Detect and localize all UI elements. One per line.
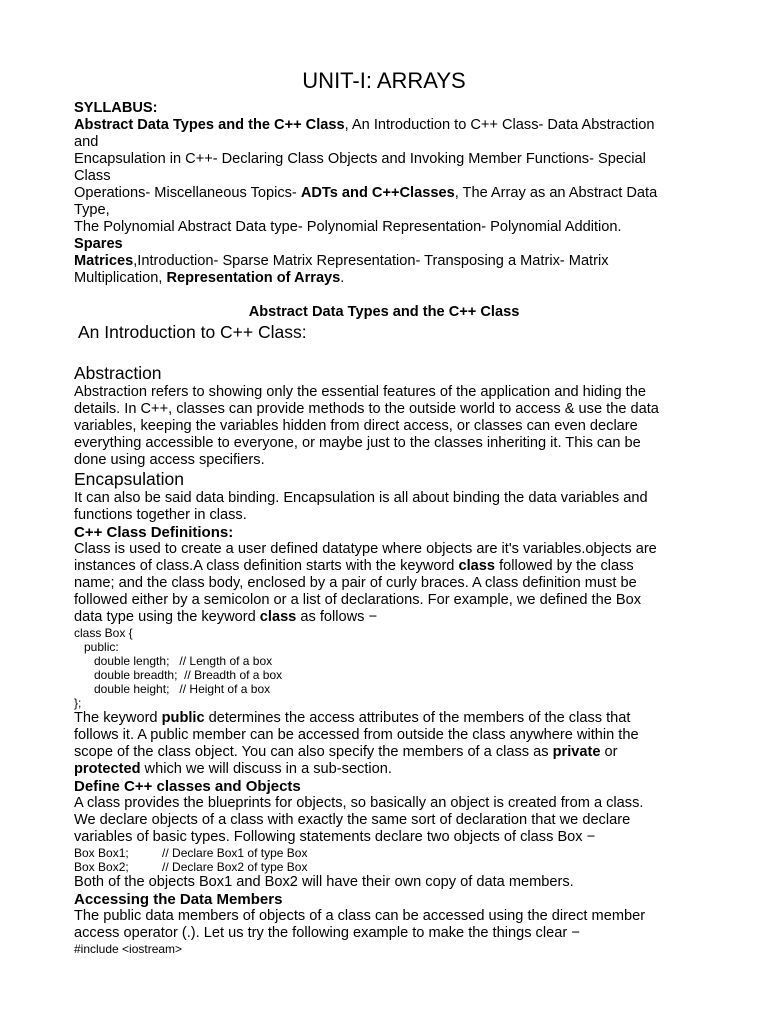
code-line: double length; // Length of a box [74, 654, 273, 668]
code-line: public: [74, 640, 119, 654]
syllabus-text: Multiplication, [74, 270, 167, 286]
syllabus-bold-text: Abstract Data Types and the C++ Class [74, 117, 345, 133]
intro-heading: An Introduction to C++ Class: [78, 322, 307, 342]
code-line: Box Box1; // Declare Box1 of type Box [74, 846, 308, 860]
keyword-text: public [161, 710, 205, 726]
code-block [74, 626, 694, 710]
syllabus-line [74, 185, 694, 202]
class-definitions-section [74, 524, 694, 778]
paragraph-text: The keyword [74, 710, 162, 726]
paragraph-line: followed either by a semicolon or a list of declarations. For example, we defined the Box [74, 592, 642, 608]
paragraph-text: or [600, 744, 618, 760]
code-line: double height; // Height of a box [74, 682, 271, 696]
abstraction-section [74, 363, 694, 469]
accessing-heading: Accessing the Data Members [74, 891, 283, 908]
encapsulation-section [74, 469, 694, 524]
paragraph-line: Both of the objects Box1 and Box2 will have their own copy of data members. [74, 874, 574, 890]
syllabus-line: and [74, 134, 99, 150]
syllabus-heading: SYLLABUS: [74, 100, 158, 116]
syllabus-line [74, 270, 694, 287]
keyword-text: protected [74, 761, 141, 777]
paragraph-line [74, 710, 694, 727]
paragraph-line [74, 609, 694, 626]
code-block [74, 846, 694, 874]
paragraph-line: name; and the class body, enclosed by a pair of curly braces. A class definition must be [74, 575, 637, 591]
syllabus-line [74, 253, 694, 270]
paragraph-line [74, 744, 694, 761]
paragraph-line: details. In C++, classes can provide methods to the outside world to access & use the data [74, 401, 659, 417]
code-line: }; [74, 696, 82, 710]
code-line: double breadth; // Breadth of a box [74, 668, 283, 682]
page-title: UNIT-I: ARRAYS [302, 68, 466, 93]
paragraph-line: functions together in class. [74, 507, 247, 523]
paragraph-line: A class provides the blueprints for objects, so basically an object is created from a class. [74, 795, 644, 811]
paragraph-line: everything accessible to everyone, or maybe just to the classes inheriting it. This can be [74, 435, 641, 451]
paragraph-line [74, 558, 694, 575]
syllabus-line: Spares [74, 236, 123, 252]
syllabus-text: . [340, 270, 345, 286]
syllabus-line [74, 117, 694, 134]
syllabus-text: , The Array as an Abstract Data [454, 185, 658, 201]
syllabus-line: Class [74, 168, 111, 184]
abstraction-heading: Abstraction [74, 363, 162, 383]
class-definitions-heading: C++ Class Definitions: [74, 524, 234, 541]
code-line: Box Box2; // Declare Box2 of type Box [74, 860, 308, 874]
define-objects-heading: Define C++ classes and Objects [74, 778, 301, 795]
paragraph-line [74, 761, 694, 778]
syllabus-bold-text: Matrices [74, 253, 134, 269]
accessing-section [74, 891, 694, 956]
paragraph-line: access operator (.). Let us try the following example to make the things clear − [74, 925, 580, 941]
paragraph-line: The public data members of objects of a class can be accessed using the direct member [74, 908, 646, 924]
syllabus-text: Operations- Miscellaneous Topics- [74, 185, 301, 201]
keyword-text: private [552, 744, 601, 760]
paragraph-text: followed by the class [495, 558, 634, 574]
syllabus-text: , An Introduction to C++ Class- Data Abstraction [344, 117, 655, 133]
syllabus-text: ,Introduction- Sparse Matrix Representation- Transposing a Matrix- Matrix [133, 253, 609, 269]
paragraph-text: as follows − [296, 609, 378, 625]
syllabus-line: Type, [74, 202, 110, 218]
paragraph-text: data type using the keyword [74, 609, 260, 625]
paragraph-line: We declare objects of a class with exactly the same sort of declaration that we declare [74, 812, 631, 828]
syllabus-bold-text: ADTs and C++Classes [300, 185, 455, 201]
syllabus-block [74, 100, 694, 287]
syllabus-line: Encapsulation in C++- Declaring Class Objects and Invoking Member Functions- Special [74, 151, 646, 167]
paragraph-line: variables, keeping the variables hidden from direct access, or classes can even declare [74, 418, 638, 434]
keyword-text: class [259, 609, 297, 625]
keyword-text: class [458, 558, 496, 574]
code-line: class Box { [74, 626, 133, 640]
code-line: #include <iostream> [74, 942, 183, 956]
paragraph-line: Abstraction refers to showing only the essential features of the application and hiding the [74, 384, 646, 400]
paragraph-text: which we will discuss in a sub-section. [140, 761, 392, 777]
paragraph-line: done using access specifiers. [74, 452, 265, 468]
paragraph-text: scope of the class object. You can also specify the members of a class as [74, 744, 553, 760]
paragraph-line: It can also be said data binding. Encapsulation is all about binding the data variables and [74, 490, 648, 506]
encapsulation-heading: Encapsulation [74, 469, 184, 489]
paragraph-line: Class is used to create a user defined datatype where objects are it's variables.objects are [74, 541, 657, 557]
section-title: Abstract Data Types and the C++ Class [248, 304, 520, 320]
syllabus-bold-text: Representation of Arrays [166, 270, 341, 286]
paragraph-line: variables of basic types. Following statements declare two objects of class Box − [74, 829, 596, 845]
paragraph-line: follows it. A public member can be accessed from outside the class anywhere within the [74, 727, 639, 743]
paragraph-text: instances of class.A class definition starts with the keyword [74, 558, 459, 574]
paragraph-text: determines the access attributes of the members of the class that [204, 710, 631, 726]
define-objects-section [74, 778, 694, 891]
syllabus-line: The Polynomial Abstract Data type- Polynomial Representation- Polynomial Addition. [74, 219, 622, 235]
